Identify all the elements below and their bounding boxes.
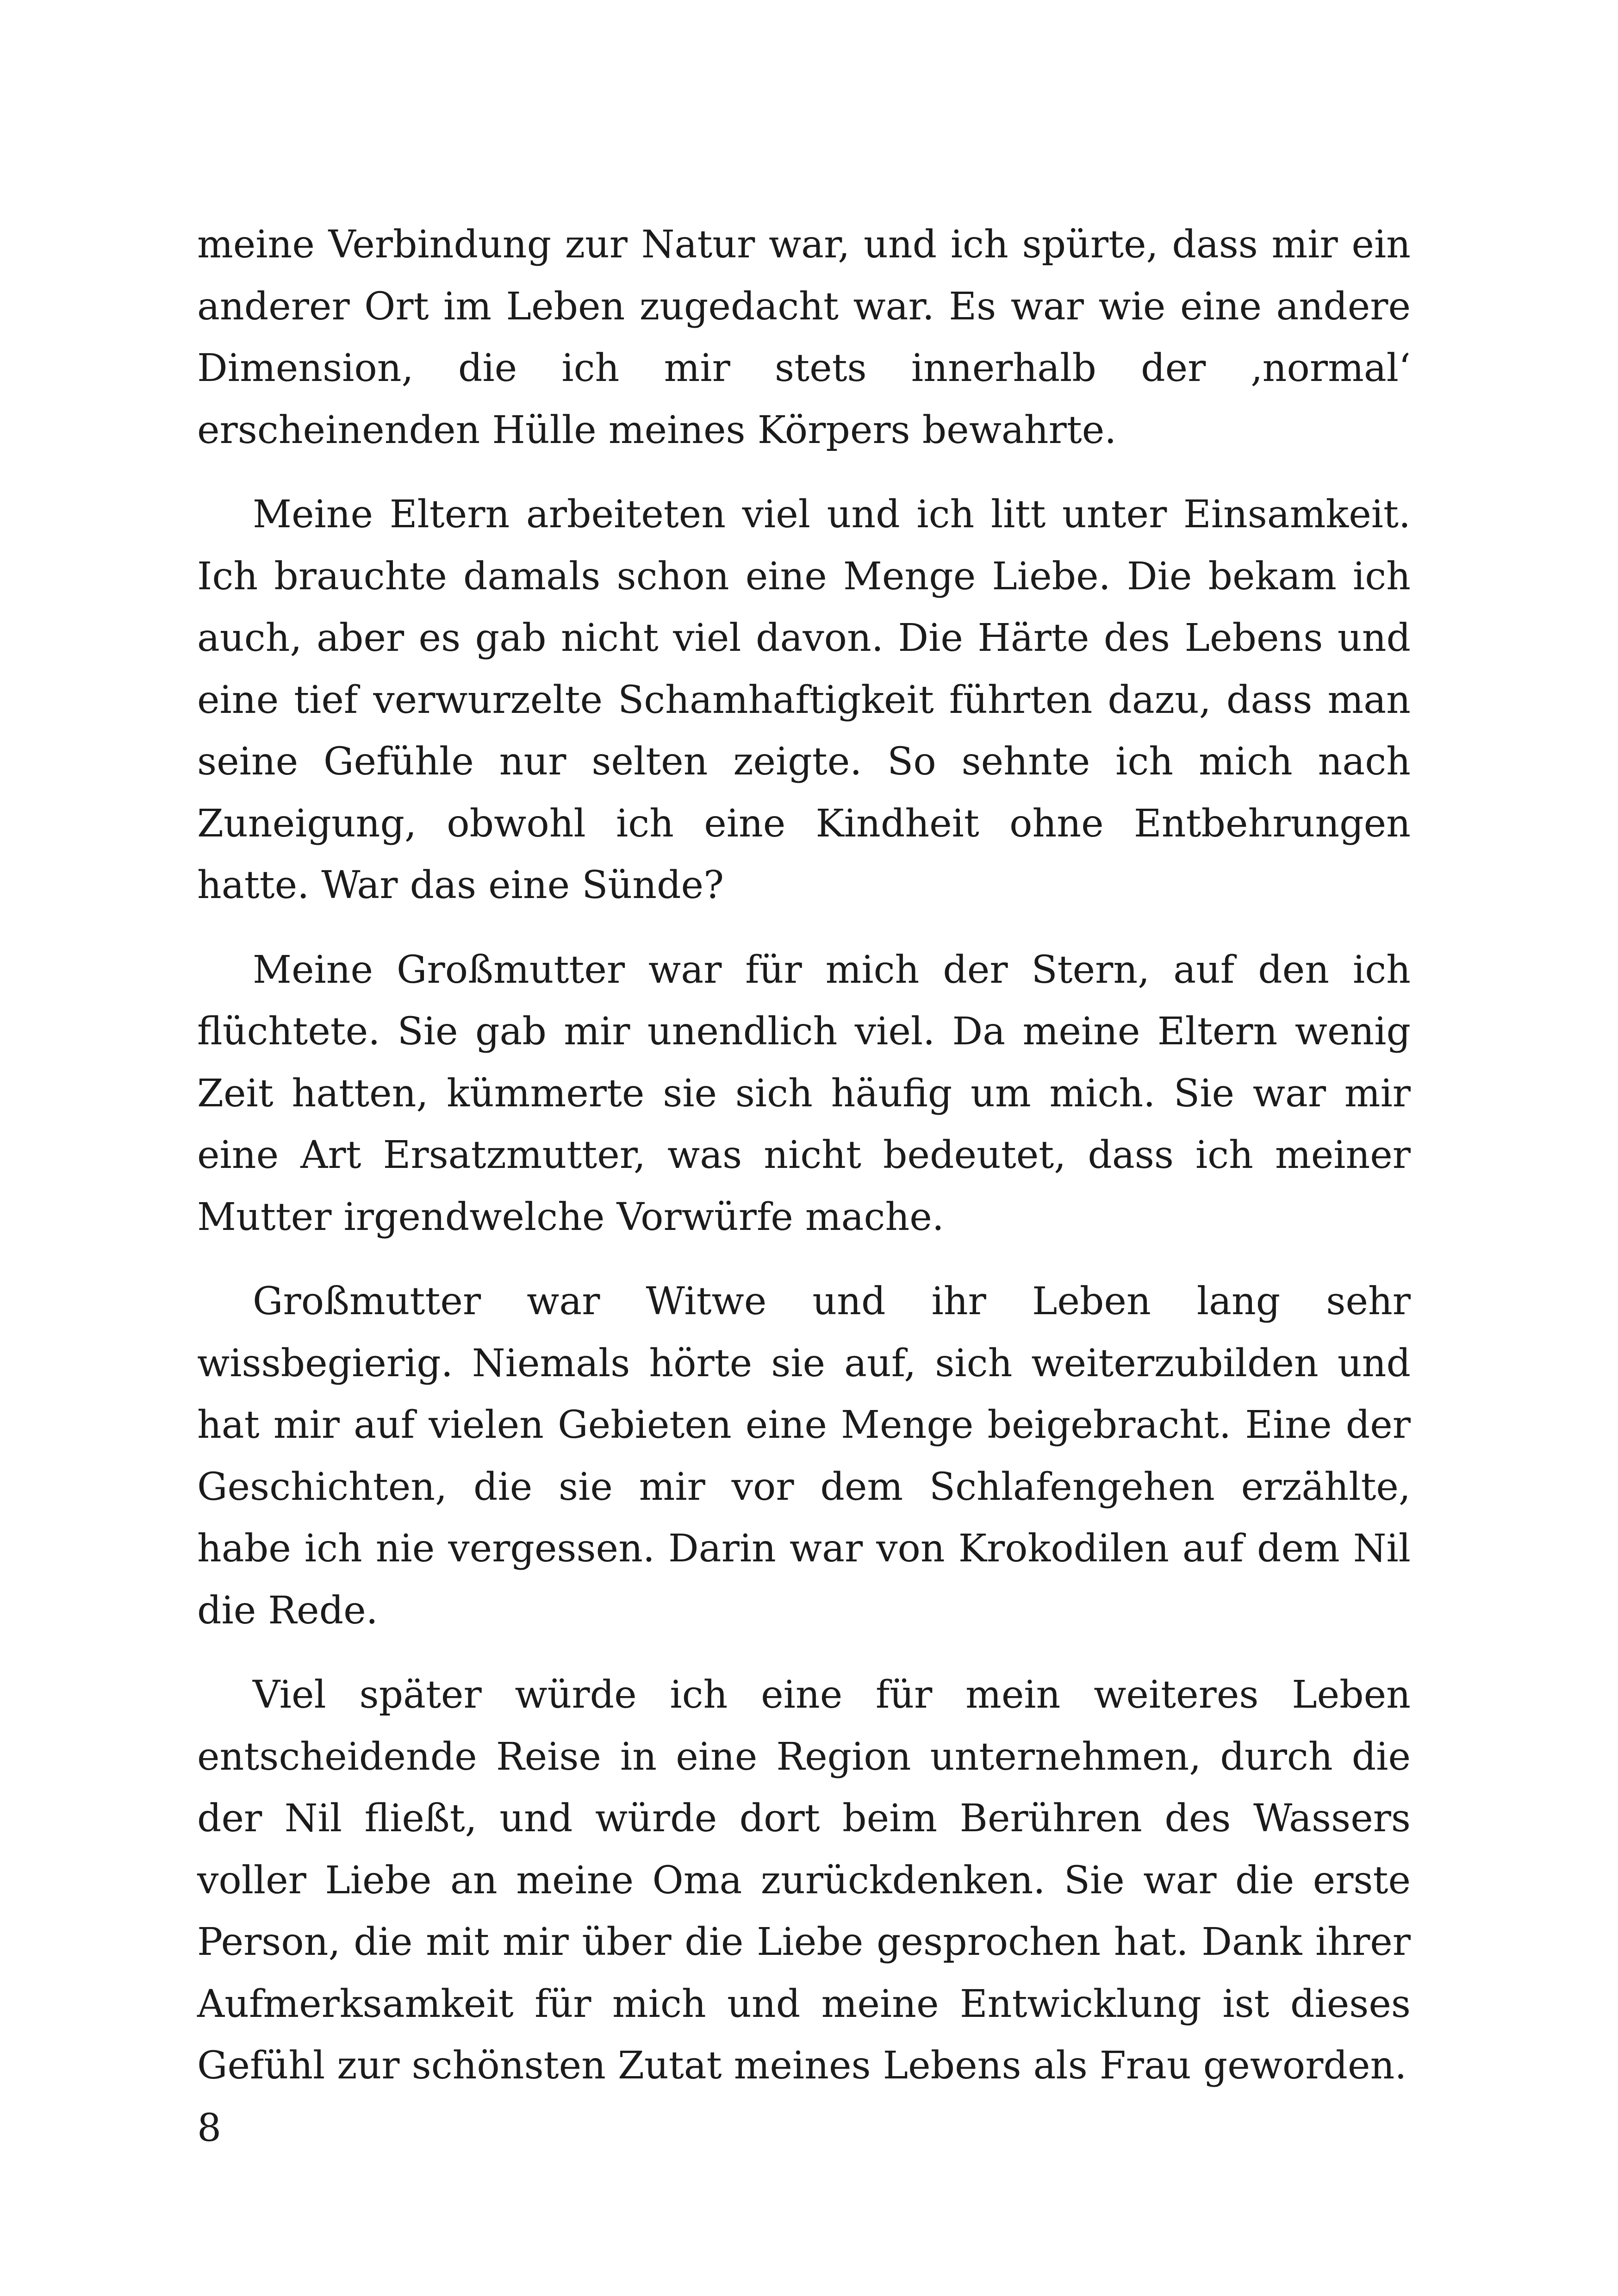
- page-number: 8: [197, 2106, 222, 2150]
- body-text: [197, 214, 1411, 2097]
- paragraph-5: Viel später würde ich eine für mein weiteres Leben entscheidende Reise in eine Region unternehmen, durch die der Nil fließt, und würde dort beim Berühren des Wassers voller Liebe an meine Oma zurückdenken. Sie war die erste Person, die mit mir über die Liebe gesprochen hat. Dank ihrer Aufmerksamkeit für mich und meine Entwicklung ist dieses Gefühl zur schönsten Zutat meines Lebens als Frau geworden.: [197, 1673, 1411, 2088]
- paragraph-2: Meine Eltern arbeiteten viel und ich litt unter Einsamkeit. Ich brauchte damals schon eine Menge Liebe. Die bekam ich auch, aber es gab nicht viel davon. Die Härte des Lebens und eine tief verwurzelte Schamhaftigkeit führten dazu, dass man seine Gefühle nur selten zeigte. So sehnte ich mich nach Zuneigung, obwohl ich eine Kindheit ohne Entbehrungen hatte. War das eine Sünde?: [197, 493, 1411, 907]
- paragraph-4: Großmutter war Witwe und ihr Leben lang sehr wissbegierig. Niemals hörte sie auf, sich weiterzubilden und hat mir auf vielen Gebieten eine Menge beigebracht. Eine der Geschichten, die sie mir vor dem Schlafengehen erzählte, habe ich nie vergessen. Darin war von Krokodilen auf dem Nil die Rede.: [197, 1279, 1411, 1633]
- paragraph-1: meine Verbindung zur Natur war, und ich spürte, dass mir ein anderer Ort im Leben zugedacht war. Es war wie eine andere Dimension, die ich mir stets innerhalb der ‚normal‘ erscheinenden Hülle meines Körpers bewahrte.: [197, 223, 1411, 452]
- paragraph-3: Meine Großmutter war für mich der Stern, auf den ich flüchtete. Sie gab mir unendlich viel. Da meine Eltern wenig Zeit hatten, kümmerte sie sich häufig um mich. Sie war mir eine Art Ersatzmutter, was nicht bedeutet, dass ich meiner Mutter irgendwelche Vorwürfe mache.: [197, 948, 1411, 1239]
